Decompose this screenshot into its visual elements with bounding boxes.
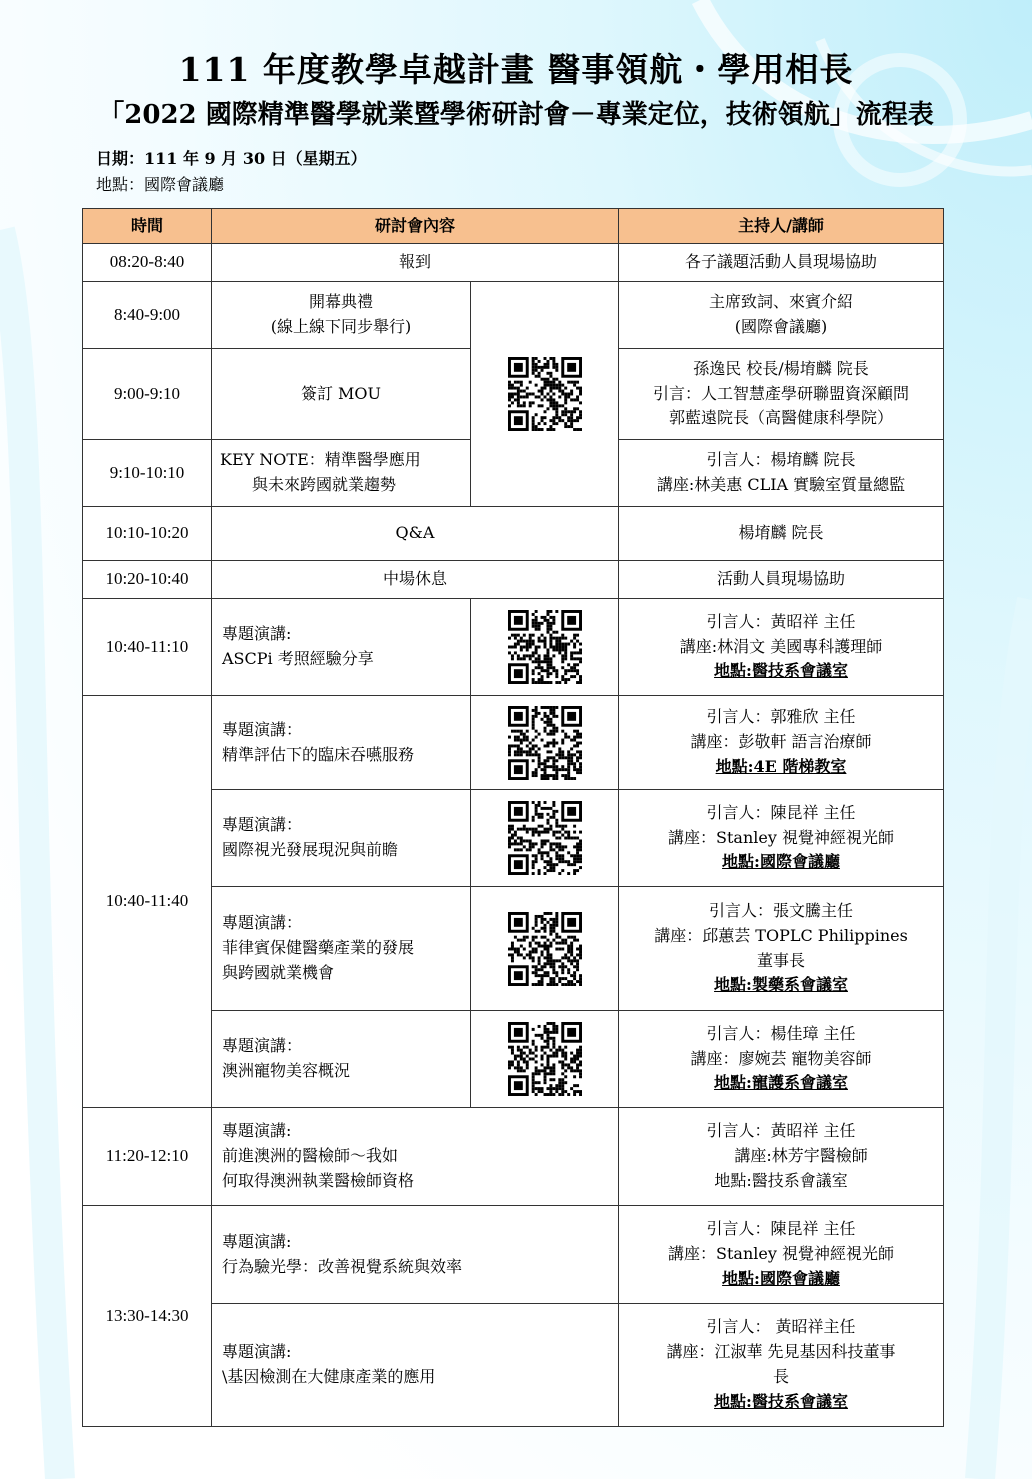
page-title: 111 年度教學卓越計畫 醫事領航・學用相長 — [178, 50, 854, 89]
row-content — [212, 887, 471, 1011]
host-line: 主席致詞、來賓介紹 — [709, 292, 854, 312]
row-host — [619, 282, 944, 349]
host-line: 引言人：張文騰主任 — [709, 900, 854, 920]
qr-cell — [471, 1011, 619, 1108]
host-line: 引言人：楊堉麟 院長 — [706, 450, 856, 470]
content-line: 國際視光發展現況與前瞻 — [222, 840, 399, 859]
host-line: 引言：人工智慧產學研聯盟資深顧問 — [653, 383, 910, 403]
event-location: 地點：國際會議廳 — [96, 175, 225, 194]
content-line: 專題演講: — [222, 1231, 292, 1251]
content-line: KEY NOTE：精準醫學應用 — [220, 450, 421, 470]
content-line: ASCPi 考照經驗分享 — [222, 649, 374, 668]
content-line: 專題演講： — [222, 1036, 303, 1056]
table-row — [83, 1108, 944, 1206]
content-line: 澳洲寵物美容概況 — [222, 1061, 351, 1080]
qr-code-icon[interactable] — [508, 706, 582, 780]
content-line: 與跨國就業機會 — [222, 962, 335, 982]
row-content — [212, 1108, 619, 1206]
table-row — [83, 790, 944, 887]
host-line: 引言人： 黃昭祥主任 — [706, 1317, 856, 1337]
schedule-table — [82, 208, 944, 1427]
host-location: 地點:4E 階梯教室 — [715, 756, 847, 776]
host-line: 講座:林美惠 CLIA 實驗室質量總監 — [656, 475, 906, 494]
column-header-time: 時間 — [83, 209, 212, 244]
row-content — [212, 1206, 619, 1304]
table-row — [83, 282, 944, 349]
row-host — [619, 1304, 944, 1427]
table-row — [83, 696, 944, 790]
qr-code-icon[interactable] — [508, 357, 582, 431]
row-host: 各子議題活動人員現場協助 — [619, 244, 944, 282]
row-time: 13:30-14:30 — [83, 1206, 212, 1427]
host-line: 講座：江淑華 先見基因科技董事 — [666, 1342, 896, 1362]
content-line: (線上線下同步舉行) — [270, 317, 412, 336]
table-row — [83, 244, 944, 282]
host-line: 引言人：黃昭祥 主任 — [706, 1121, 856, 1141]
host-line: 講座:林芳宇醫檢師 — [734, 1146, 868, 1166]
content-line: 專題演講: — [222, 1342, 292, 1362]
content-line: 專題演講: — [222, 1121, 292, 1141]
host-line: 引言人：陳昆祥 主任 — [706, 1219, 856, 1239]
row-host: 活動人員現場協助 — [619, 561, 944, 599]
row-content — [212, 440, 471, 507]
row-content — [212, 1304, 619, 1427]
table-row — [83, 1206, 944, 1304]
row-content: 報到 — [212, 244, 619, 282]
content-line: 何取得澳洲執業醫檢師資格 — [222, 1170, 415, 1190]
row-time: 11:20-12:10 — [83, 1108, 212, 1206]
content-line: \基因檢測在大健康產業的應用 — [222, 1367, 436, 1386]
row-host — [619, 1206, 944, 1304]
host-line: 郭藍遠院長（高醫健康科學院） — [669, 408, 894, 428]
row-time: 08:20-8:40 — [83, 244, 212, 282]
host-location: 地點:國際會議廳 — [722, 852, 840, 872]
content-line: 行為驗光學：改善視覺系統與效率 — [222, 1256, 463, 1276]
row-host — [619, 887, 944, 1011]
qr-code-icon[interactable] — [508, 912, 582, 986]
qr-code-icon[interactable] — [508, 1022, 582, 1096]
host-line: 引言人：郭雅欣 主任 — [706, 707, 856, 727]
table-row — [83, 1304, 944, 1427]
content-line: 專題演講： — [222, 719, 303, 739]
row-content: 中場休息 — [212, 561, 619, 599]
row-time: 10:10-10:20 — [83, 507, 212, 561]
qr-code-icon[interactable] — [508, 610, 582, 684]
qr-cell — [471, 887, 619, 1011]
row-time: 10:20-10:40 — [83, 561, 212, 599]
column-header-host: 主持人/講師 — [619, 209, 944, 244]
host-line: 引言人：陳昆祥 主任 — [706, 802, 856, 822]
row-time: 8:40-9:00 — [83, 282, 212, 349]
column-header-content: 研討會內容 — [212, 209, 619, 244]
row-content — [212, 1011, 471, 1108]
row-host — [619, 599, 944, 696]
host-location: 地點:製藥系會議室 — [714, 975, 848, 995]
content-line: 專題演講： — [222, 913, 303, 933]
row-content — [212, 599, 471, 696]
content-line: 與未來跨國就業趨勢 — [252, 475, 397, 494]
host-line: 講座：邱蕙芸 TOPLC Philippines — [654, 925, 908, 945]
page-subtitle: 「2022 國際精準醫學就業暨學術研討會－專業定位，技術領航」流程表 — [98, 100, 934, 130]
row-host: 楊堉麟 院長 — [619, 507, 944, 561]
row-content — [212, 790, 471, 887]
row-host — [619, 790, 944, 887]
row-time: 10:40-11:40 — [83, 696, 212, 1108]
content-line: 開幕典禮 — [308, 292, 373, 312]
table-row — [83, 561, 944, 599]
host-line: 講座：廖婉芸 寵物美容師 — [690, 1048, 872, 1068]
row-host — [619, 1011, 944, 1108]
host-line: (國際會議廳) — [734, 317, 828, 336]
row-content: 簽訂 MOU — [212, 349, 471, 440]
row-content — [212, 696, 471, 790]
row-time: 9:00-9:10 — [83, 349, 212, 440]
row-content — [212, 282, 471, 349]
table-row — [83, 887, 944, 1011]
row-content: Q&A — [212, 507, 619, 561]
content-line: 前進澳洲的醫檢師～我如 — [222, 1146, 399, 1166]
host-line: 講座:林涓文 美國專科護理師 — [679, 636, 883, 656]
host-line: 引言人：黃昭祥 主任 — [706, 611, 856, 631]
table-row — [83, 599, 944, 696]
row-host — [619, 1108, 944, 1206]
event-date: 日期：111 年 9 月 30 日（星期五） — [96, 149, 367, 168]
content-line: 菲律賓保健醫藥產業的發展 — [222, 938, 415, 958]
host-location: 地點:醫技系會議室 — [714, 1170, 848, 1190]
host-line: 引言人：楊佳璋 主任 — [706, 1023, 856, 1043]
host-line: 講座：彭敬軒 語言治療師 — [690, 732, 872, 752]
row-host — [619, 440, 944, 507]
row-host — [619, 696, 944, 790]
host-line: 長 — [773, 1367, 790, 1386]
qr-cell — [471, 790, 619, 887]
row-host — [619, 349, 944, 440]
qr-cell — [471, 696, 619, 790]
content-line: 專題演講： — [222, 815, 303, 835]
host-line: 董事長 — [757, 950, 806, 970]
host-location: 地點:國際會議廳 — [722, 1268, 840, 1288]
content-line: 專題演講: — [222, 624, 292, 644]
table-row — [83, 1011, 944, 1108]
host-location: 地點:醫技系會議室 — [714, 661, 848, 681]
row-time: 9:10-10:10 — [83, 440, 212, 507]
host-line: 講座：Stanley 視覺神經視光師 — [668, 827, 894, 847]
host-location: 地點:寵護系會議室 — [714, 1073, 848, 1093]
row-time: 10:40-11:10 — [83, 599, 212, 696]
qr-code-icon[interactable] — [508, 801, 582, 875]
qr-cell — [471, 282, 619, 507]
content-line: 精準評估下的臨床吞嚥服務 — [222, 744, 415, 764]
host-line: 孫逸民 校長/楊堉麟 院長 — [693, 358, 869, 378]
table-row — [83, 507, 944, 561]
qr-cell — [471, 599, 619, 696]
host-line: 講座：Stanley 視覺神經視光師 — [668, 1244, 894, 1264]
host-location: 地點:醫技系會議室 — [714, 1391, 848, 1411]
